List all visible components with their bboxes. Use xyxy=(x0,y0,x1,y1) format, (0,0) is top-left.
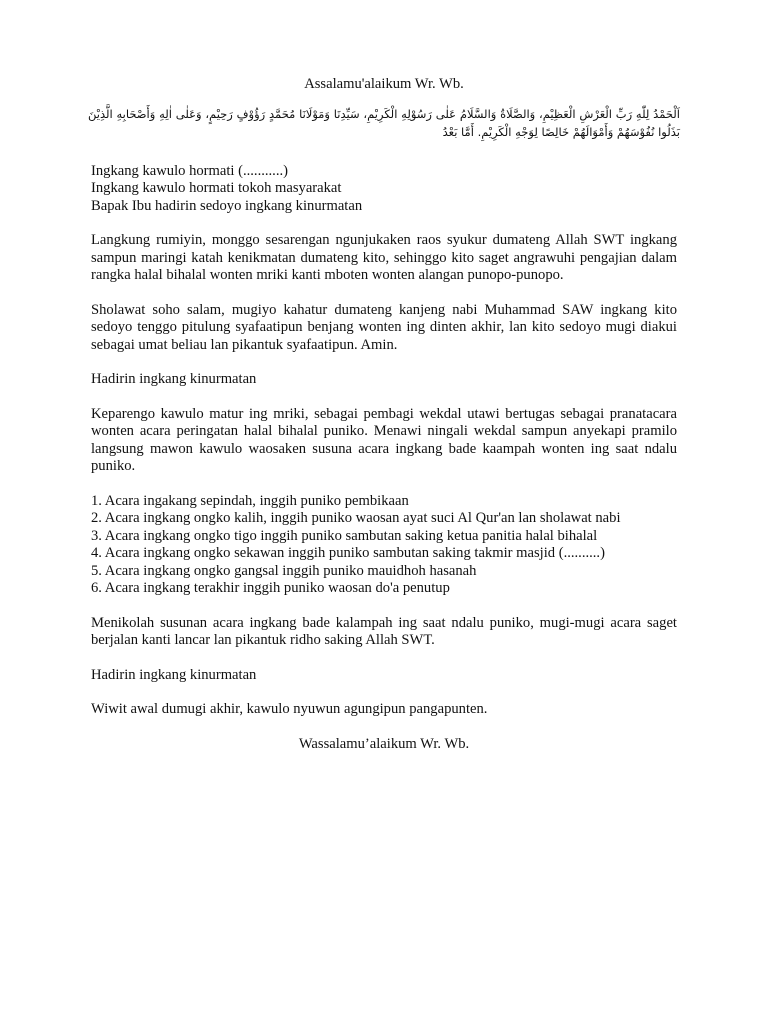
closing-salam: Wassalamu’alaikum Wr. Wb. xyxy=(298,735,470,752)
agenda-item: 2. Acara ingkang ongko kalih, inggih puniko waosan ayat suci Al Qur'an lan sholawat nabi xyxy=(91,510,621,526)
agenda-item: 4. Acara ingkang ongko sekawan inggih puniko sambutan saking takmir masjid (..........) xyxy=(91,545,605,561)
paragraph-menikolah: Menikolah susunan acara ingkang bade kalampah ing saat ndalu puniko, mugi-mugi acara saget berjalan kanti lancar lan pikantuk ridho saking Allah SWT. xyxy=(91,614,677,648)
paragraph-sholawat: Sholawat soho salam, mugiyo kahatur dumateng kanjeng nabi Muhammad SAW ingkang kito sedoyo tenggo pitulung syafaatipun benjang wonten ing dinten akhir, lan kito sedoyo mugi diakui sebagai umat beliau lan pikantuk syafaatipun. Amin. xyxy=(91,301,677,353)
opening-salam: Assalamu'alaikum Wr. Wb. xyxy=(304,76,464,92)
agenda-item: 5. Acara ingkang ongko gangsal inggih puniko mauidhoh hasanah xyxy=(91,562,477,579)
hadirin-heading: Hadirin ingkang kinurmatan xyxy=(91,666,257,683)
agenda-item: 6. Acara ingkang terakhir inggih puniko waosan do'a penutup xyxy=(91,580,450,596)
greeting-line: Bapak Ibu hadirin sedoyo ingkang kinurmatan xyxy=(91,197,363,214)
greeting-list xyxy=(91,163,677,216)
agenda-item: 1. Acara ingakang sepindah, inggih puniko pembikaan xyxy=(91,492,409,509)
paragraph-syukur: Langkung rumiyin, monggo sesarengan ngunjukaken raos syukur dumateng Allah SWT ingkang sampun maringi katah kenikmatan dumateng kito, sehinggo kito saget angrawuhi pengajian dalam rangka halal bihalal wonten mriki kanti mboten wonten alangan punopo-punopo. xyxy=(91,232,677,283)
arabic-opening-prayer: اَلْحَمْدُ لِلّٰهِ رَبِّ الْعَرْشِ الْعَظِيْمِ، وَالصَّلَاةُ وَالسَّلَامُ عَلٰى رَسُوْلِهِ الْكَرِيْمِ، سَيِّدِنَا وَمَوْلَانَا مُحَمَّدٍ رَؤُوْفٍ رَحِيْمٍ، وَعَلٰى اٰلِهِ وَأَصْحَابِهِ الَّذِيْنَ بَذَلُوا نُفُوْسَهُمْ وَأَمْوَالَهُمْ خَالِصًا لِوَجْهِ الْكَرِيْمِ. أَمَّا بَعْدُ xyxy=(88,106,680,139)
paragraph-wiwit: Wiwit awal dumugi akhir, kawulo nyuwun agungipun pangapunten. xyxy=(91,701,488,717)
hadirin-heading: Hadirin ingkang kinurmatan xyxy=(91,371,257,387)
agenda-list xyxy=(91,493,677,598)
agenda-item: 3. Acara ingkang ongko tigo inggih puniko sambutan saking ketua panitia halal bihalal xyxy=(91,527,598,544)
greeting-line: Ingkang kawulo hormati tokoh masyarakat xyxy=(91,180,342,196)
paragraph-keparengo: Keparengo kawulo matur ing mriki, sebagai pembagi wekdal utawi bertugas sebagai pranatacara wonten acara peringatan halal bihalal puniko. Menawi ningali wekdal sampun anyekapi pramilo langsung mawon kawulo waosaken susuna acara ingkang bade kaampah wonten ing saat ndalu puniko. xyxy=(91,405,677,474)
greeting-line: Ingkang kawulo hormati (...........) xyxy=(91,162,288,179)
